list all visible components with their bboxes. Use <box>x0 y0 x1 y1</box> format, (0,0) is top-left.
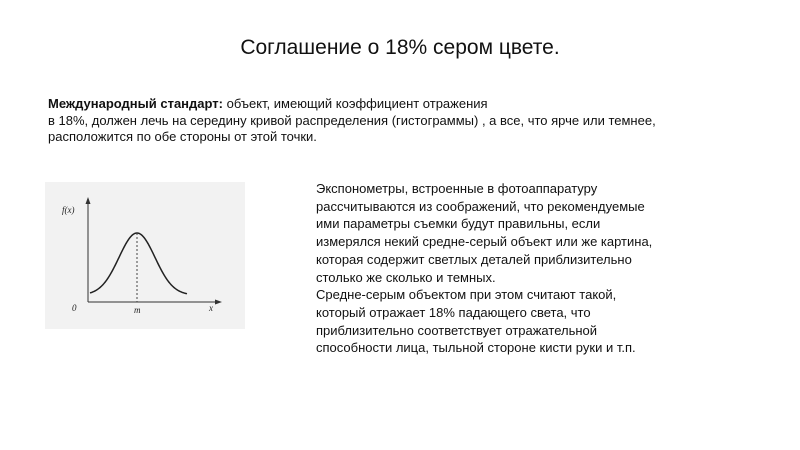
exposure-meter-paragraph <box>316 180 756 357</box>
y-axis-label: f(x) <box>62 205 75 215</box>
paragraph-line: измерялся некий средне-серый объект или же картина, <box>316 234 653 250</box>
x-axis-arrow <box>215 300 222 305</box>
intro-line-3: расположится по обе стороны от этой точки. <box>48 129 317 144</box>
slide-title: Соглашение о 18% сером цвете. <box>240 36 560 59</box>
distribution-curve-graphic <box>45 182 245 329</box>
paragraph-line: который отражает 18% падающего света, что <box>316 304 591 320</box>
intro-line-1 <box>48 96 768 113</box>
paragraph-line: рассчитываются из соображений, что рекомендуемые <box>316 198 645 214</box>
origin-label: 0 <box>72 303 77 313</box>
standard-label: Международный стандарт: <box>48 96 223 111</box>
bell-curve <box>90 233 187 294</box>
distribution-figure <box>45 182 245 329</box>
paragraph-line: приблизительно соответствует отражательной <box>316 322 598 338</box>
intro-text <box>48 96 768 146</box>
paragraph-line: ими параметры съемки будут правильны, если <box>316 216 601 232</box>
intro-line-2: в 18%, должен лечь на середину кривой распределения (гистограммы) , а все, что ярче или темнее, <box>48 112 656 128</box>
x-axis-label: x <box>209 303 213 313</box>
y-axis-arrow <box>86 197 91 204</box>
paragraph-line: которая содержит светлых деталей приблизительно <box>316 251 632 267</box>
mean-label: m <box>134 305 141 315</box>
paragraph-line: столько же сколько и темных. <box>316 269 496 285</box>
paragraph-line: способности лица, тыльной стороне кисти руки и т.п. <box>316 340 636 356</box>
paragraph-line: Экспонометры, встроенные в фотоаппаратуру <box>316 181 598 196</box>
paragraph-line: Средне-серым объектом при этом считают такой, <box>316 287 617 303</box>
intro-line-1-rest: объект, имеющий коэффициент отражения <box>222 96 488 111</box>
